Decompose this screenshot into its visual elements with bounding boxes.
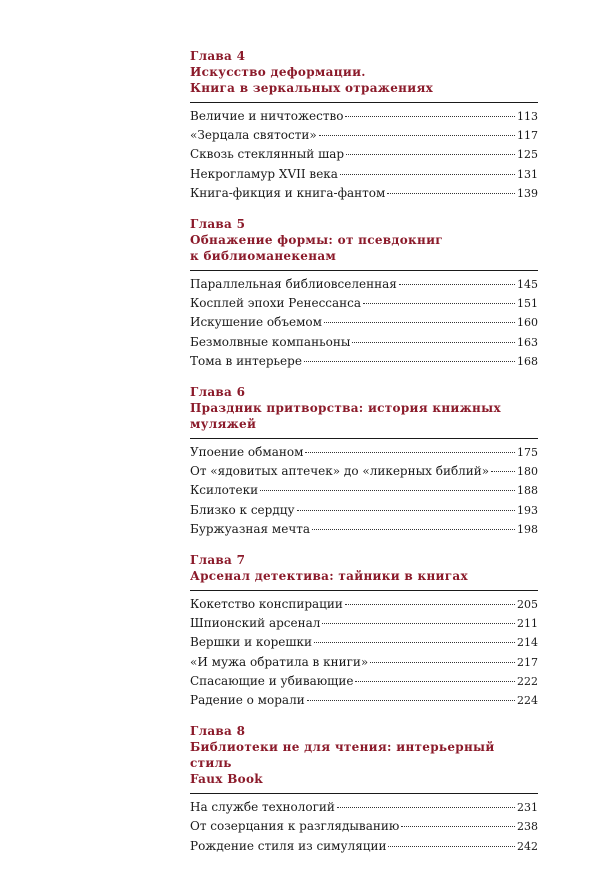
page-number: 198 xyxy=(517,522,538,536)
toc-entry[interactable] xyxy=(190,145,538,164)
entry-title: Упоение обманом xyxy=(190,445,304,460)
entry-title: Величие и ничтожество xyxy=(190,109,344,123)
entry-title: «И мужа обратила в книги» xyxy=(190,654,369,669)
dot-leader xyxy=(346,154,515,155)
dot-leader xyxy=(345,604,515,605)
dot-leader xyxy=(312,529,515,530)
entry-title: Безмолвные компаньоны xyxy=(190,334,351,349)
page-number: 131 xyxy=(517,167,538,181)
toc-entry[interactable] xyxy=(190,520,538,539)
page-number: 222 xyxy=(517,674,538,688)
dot-leader xyxy=(305,452,515,453)
chapter-label: Глава 7 xyxy=(190,553,246,568)
entry-title: Кокетство конспирации xyxy=(190,597,343,612)
toc-entry[interactable] xyxy=(190,275,538,294)
page-number: 139 xyxy=(517,186,538,200)
page-number: 117 xyxy=(517,129,538,143)
chapter-title-line: Арсенал детектива: тайники в книгах xyxy=(190,569,468,584)
entry-title: Параллельная библиовселенная xyxy=(190,277,397,292)
page-number: 231 xyxy=(517,801,538,815)
toc-entry[interactable] xyxy=(190,817,538,836)
chapter-title xyxy=(190,568,538,591)
chapter-title-line: Обнажение формы: от псевдокниг xyxy=(190,233,443,248)
toc-entry[interactable] xyxy=(190,595,538,614)
chapter-title-line: Праздник притворства: история книжных муляжей xyxy=(190,401,501,432)
entry-title: Буржуазная мечта xyxy=(190,521,311,536)
page-number: 160 xyxy=(517,316,538,330)
dot-leader xyxy=(337,807,515,808)
entry-title: Косплей эпохи Ренессанса xyxy=(190,296,362,311)
dot-leader xyxy=(399,284,515,285)
chapter-title xyxy=(190,232,538,271)
toc-entry[interactable] xyxy=(190,501,538,520)
dot-leader xyxy=(352,342,515,343)
chapter-section xyxy=(190,384,538,539)
page-number: 113 xyxy=(517,110,538,123)
chapter-section xyxy=(190,48,538,203)
page-number: 168 xyxy=(517,354,538,368)
toc-entry[interactable] xyxy=(190,184,538,203)
entry-title: Тома в интерьере xyxy=(190,353,302,368)
dot-leader xyxy=(345,116,515,117)
toc-entry[interactable] xyxy=(190,798,538,817)
page-number: 217 xyxy=(517,655,538,669)
dot-leader xyxy=(387,193,515,194)
chapter-label: Глава 5 xyxy=(190,217,246,232)
chapter-title xyxy=(190,400,538,439)
toc-entry[interactable] xyxy=(190,462,538,481)
toc-entry[interactable] xyxy=(190,333,538,352)
page-number: 211 xyxy=(517,617,538,631)
dot-leader xyxy=(388,846,515,847)
toc-entry[interactable] xyxy=(190,837,538,856)
dot-leader xyxy=(401,826,515,827)
chapter-title-line: Библиотеки не для чтения: интерьерный стиль xyxy=(190,740,495,771)
entry-title: Некрогламур XVII века xyxy=(190,166,338,181)
toc-entry[interactable] xyxy=(190,672,538,691)
dot-leader xyxy=(370,662,515,663)
chapter-title xyxy=(190,64,538,103)
chapter-label: Глава 4 xyxy=(190,49,246,63)
dot-leader xyxy=(363,303,515,304)
table-of-contents xyxy=(190,48,538,869)
toc-entry[interactable] xyxy=(190,481,538,500)
toc-entry[interactable] xyxy=(190,313,538,332)
toc-entry[interactable] xyxy=(190,691,538,710)
page-number: 242 xyxy=(517,839,538,853)
chapter-title-line: Книга в зеркальных отражениях xyxy=(190,81,434,95)
dot-leader xyxy=(297,510,515,511)
entry-title: Книга-фикция и книга-фантом xyxy=(190,185,386,200)
toc-entry[interactable] xyxy=(190,614,538,633)
dot-leader xyxy=(491,471,515,472)
dot-leader xyxy=(355,681,515,682)
entry-title: Искушение объемом xyxy=(190,315,322,330)
dot-leader xyxy=(314,642,515,643)
chapter-title-line: Faux Book xyxy=(190,772,263,787)
chapter-title xyxy=(190,739,538,794)
entry-title: Близко к сердцу xyxy=(190,502,295,517)
chapter-section xyxy=(190,723,538,856)
dot-leader xyxy=(322,623,515,624)
page-number: 193 xyxy=(517,503,538,517)
chapter-label: Глава 6 xyxy=(190,385,246,400)
dot-leader xyxy=(260,490,515,491)
page-number: 125 xyxy=(517,148,538,162)
page-number: 205 xyxy=(517,598,538,612)
page-number: 145 xyxy=(517,278,538,292)
chapter-title-line: к библиоманекенам xyxy=(190,249,337,264)
toc-entry[interactable] xyxy=(190,165,538,184)
entry-title: Радение о морали xyxy=(190,693,305,708)
dot-leader xyxy=(304,361,515,362)
page-number: 180 xyxy=(517,465,538,479)
toc-entry[interactable] xyxy=(190,443,538,462)
entry-title: Рождение стиля из симуляции xyxy=(190,838,387,853)
entry-title: Шпионский арсенал xyxy=(190,616,321,631)
page-number: 163 xyxy=(517,335,538,349)
toc-entry[interactable] xyxy=(190,653,538,672)
entry-title: «Зерцала святости» xyxy=(190,128,317,143)
toc-entry[interactable] xyxy=(190,633,538,652)
page-number: 151 xyxy=(517,297,538,311)
entry-title: Ксилотеки xyxy=(190,483,259,498)
toc-entry[interactable] xyxy=(190,352,538,371)
entry-title: Вершки и корешки xyxy=(190,635,313,650)
chapter-title-line: Искусство деформации. xyxy=(190,65,366,79)
entry-title: Сквозь стеклянный шар xyxy=(190,147,345,162)
page-number: 214 xyxy=(517,636,538,650)
page-number: 175 xyxy=(517,446,538,460)
toc-entry[interactable] xyxy=(190,107,538,126)
page-number: 224 xyxy=(517,694,538,708)
chapter-section xyxy=(190,216,538,371)
toc-entry[interactable] xyxy=(190,126,538,145)
dot-leader xyxy=(324,322,515,323)
entry-title: От «ядовитых аптечек» до «ликерных библий» xyxy=(190,464,490,479)
dot-leader xyxy=(319,135,515,136)
toc-entry[interactable] xyxy=(190,294,538,313)
dot-leader xyxy=(307,700,515,701)
chapter-section xyxy=(190,552,538,710)
page-number: 188 xyxy=(517,484,538,498)
entry-title: Спасающие и убивающие xyxy=(190,673,354,688)
dot-leader xyxy=(340,174,515,175)
chapter-label: Глава 8 xyxy=(190,724,246,739)
entry-title: На службе технологий xyxy=(190,800,335,815)
page-number: 238 xyxy=(517,820,538,834)
entry-title: От созерцания к разглядыванию xyxy=(190,819,400,834)
